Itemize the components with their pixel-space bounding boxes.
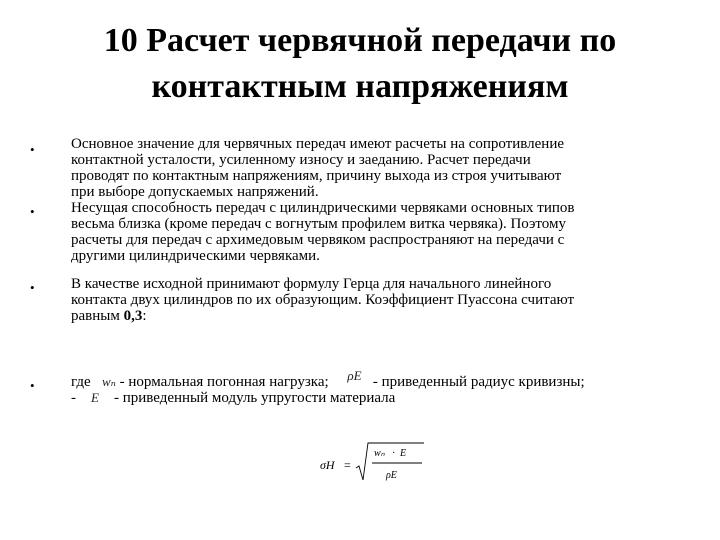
paragraph-line: расчеты для передач с архимедовым червяком распространяют на передачи с <box>71 232 565 248</box>
definition-w: - нормальная погонная нагрузка; <box>119 374 329 390</box>
symbol-rho: ρE <box>347 368 362 383</box>
paragraph-line: при выборе допускаемых напряжений. <box>71 184 319 200</box>
definition-rho: - приведенный радиус кривизны; <box>372 374 585 390</box>
dash: - <box>71 390 76 406</box>
poisson-value: 0,3 <box>123 308 143 324</box>
formula-numerator-e: E <box>400 448 407 459</box>
formula-numerator-w: wₙ <box>374 448 385 459</box>
definition-e: - приведенный модуль упругости материала <box>113 390 396 406</box>
paragraph-line: весьма близка (кроме передач с вогнутым профилем витка червяка). Поэтому <box>71 216 566 232</box>
where-word: где <box>71 374 91 390</box>
bullet-marker-4: • <box>30 378 35 393</box>
definition-line-1 <box>71 368 691 390</box>
symbol-e: E <box>91 390 99 405</box>
hertz-formula <box>318 440 428 486</box>
paragraph-1 <box>71 136 691 200</box>
formula-equals: = <box>344 458 351 472</box>
where-definitions <box>71 368 691 406</box>
slide-title <box>40 18 680 110</box>
title-line-2: контактным напряжениям <box>151 68 569 105</box>
paragraph-line: контакта двух цилиндров по их образующим. Коэффициент Пуассона считают <box>71 292 575 308</box>
paragraph-3 <box>71 276 691 324</box>
paragraph-text: : <box>142 308 147 324</box>
paragraph-line: Несущая способность передач с цилиндрическими червяками основных типов <box>71 200 575 216</box>
paragraph-line: Основное значение для червячных передач имеют расчеты на сопротивление <box>71 136 565 152</box>
bullet-marker-3: • <box>30 280 35 295</box>
paragraph-line: другими цилиндрическими червяками. <box>71 248 320 264</box>
paragraph-line: В качестве исходной принимают формулу Герца для начального линейного <box>71 276 552 292</box>
symbol-w: wₙ <box>101 374 116 389</box>
formula-numerator-dot: · <box>392 448 396 459</box>
paragraph-line: контактной усталости, усиленному износу и заеданию. Расчет передачи <box>71 152 531 168</box>
bullet-marker-1: • <box>30 142 35 157</box>
paragraph-line: проводят по контактным напряжениям, причину выхода из строя учитывают <box>71 168 562 184</box>
paragraph-text: равным <box>71 308 124 324</box>
definition-line-2 <box>71 390 691 406</box>
paragraph-line <box>71 308 691 324</box>
title-line-1: 10 Расчет червячной передачи по <box>103 22 617 59</box>
formula-lhs: σH <box>320 458 335 472</box>
formula-denominator: ρE <box>386 470 397 481</box>
paragraph-2 <box>71 200 691 264</box>
bullet-marker-2: • <box>30 204 35 219</box>
